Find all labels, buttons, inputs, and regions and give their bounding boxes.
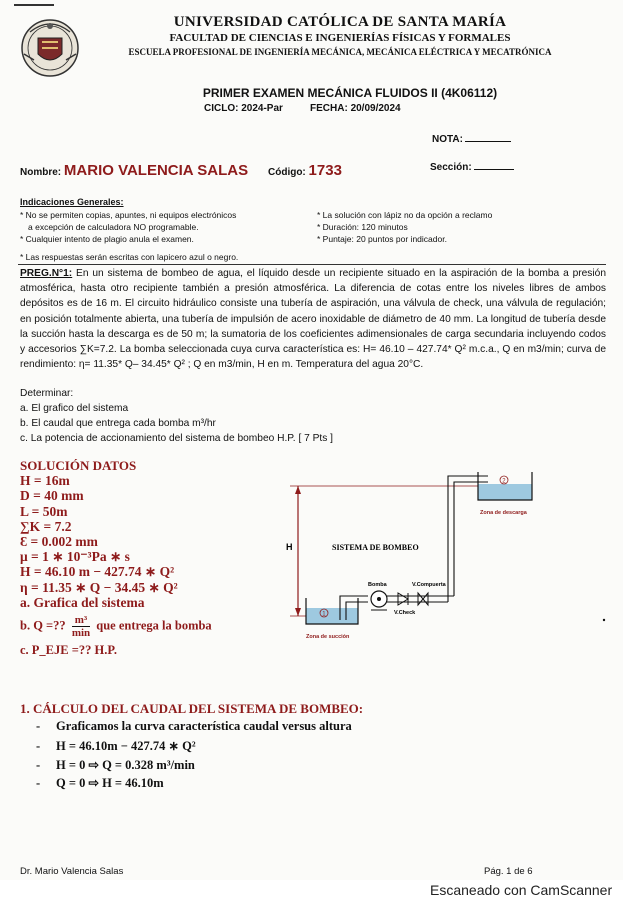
grade-field bbox=[432, 134, 511, 145]
data-line: L = 50m bbox=[20, 503, 68, 519]
system-label: SISTEMA DE BOMBEO bbox=[332, 543, 419, 552]
indications-title: Indicaciones Generales: bbox=[20, 197, 124, 207]
indication-item: * Las respuestas serán escritas con lapicero azul o negro. bbox=[20, 252, 239, 262]
arrow-down-icon bbox=[295, 608, 301, 616]
calculation-line: - Q = 0 ⇨ H = 46.10m bbox=[36, 776, 164, 790]
grade-label: NOTA: bbox=[432, 134, 463, 145]
student-section bbox=[430, 162, 514, 173]
solution-data bbox=[20, 458, 265, 658]
data-line: μ = 1 ∗ 10⁻³Pa ∗ s bbox=[20, 549, 130, 565]
indication-item: a excepción de calculadora NO programable. bbox=[28, 222, 199, 232]
code-value: 1733 bbox=[308, 162, 342, 179]
discharge-pipe-horizontal bbox=[387, 596, 454, 602]
solution-title: SOLUCIÓN DATOS bbox=[20, 458, 137, 473]
arrow-up-icon bbox=[295, 486, 301, 494]
suction-water bbox=[306, 608, 358, 624]
footer-page-number: Pág. 1 de 6 bbox=[484, 866, 533, 877]
calculation-text: Q = 0 ⇨ H = 46.10m bbox=[56, 776, 164, 790]
flow-unit-den: min bbox=[71, 627, 91, 640]
student-code bbox=[268, 162, 342, 179]
determine-label: Determinar: bbox=[20, 388, 74, 399]
student-name bbox=[20, 162, 248, 179]
power-question: c. P_EJE =?? H.P. bbox=[20, 643, 117, 658]
divider bbox=[18, 264, 606, 265]
date-info bbox=[310, 103, 401, 114]
discharge-water bbox=[478, 484, 532, 500]
code-label: Código: bbox=[268, 167, 306, 178]
data-line: H = 16m bbox=[20, 473, 70, 489]
question-body: En un sistema de bombeo de agua, el líquido desde un recipiente situado en la aspiración de la bomba a presión atmosférica, hasta otro recipiente también a presión atmosférica. La diferencia de cotas entre los niveles libres de ambos depósitos es de 16 m. El circuito hidráulico consiste una tubería de aspiración, una válvula de check, una válvula de regulación; en posición totalmente abierta, una tubería de impulsión de acero inoxidable de diámetro de 40 mm. La longitud de tubería desde la succión hasta la descarga es de 50 m; la sumatoria de los coeficientes adimensionales de carga secundaria incluyendo codos y accesorios ∑K=7.2. La bomba seleccionada cuya curva característica es: H= 46.10 – 427.74* Q² m.c.a., Q en m3/min; curva de rendimiento: η= 11.35* Q– 34.45* Q² ; Q en m3/min, H en m. Temperatura del agua 20°C. bbox=[20, 268, 606, 371]
data-line: H = 46.10 m − 427.74 ∗ Q² bbox=[20, 564, 175, 580]
suction-zone-label: Zona de succión bbox=[306, 634, 350, 640]
calculation-text: Graficamos la curva característica caudal versus altura bbox=[56, 719, 352, 733]
flow-unit bbox=[72, 614, 90, 639]
cycle-label: CICLO: bbox=[204, 103, 239, 114]
point-1-label: 1 bbox=[322, 611, 326, 618]
check-valve-icon bbox=[398, 593, 408, 605]
calculation-line: - H = 46.10m − 427.74 ∗ Q² bbox=[36, 739, 196, 753]
name-value: MARIO VALENCIA SALAS bbox=[63, 162, 249, 179]
university-seal-icon bbox=[18, 14, 82, 80]
name-label: Nombre: bbox=[20, 167, 62, 178]
data-line: η = 11.35 ∗ Q − 34.45 ∗ Q² bbox=[20, 579, 178, 595]
gate-valve-label: V.Compuerta bbox=[412, 582, 446, 588]
section-blank bbox=[474, 169, 514, 170]
height-label: H bbox=[286, 542, 293, 552]
scanner-watermark: Escaneado con CamScanner bbox=[430, 882, 613, 898]
data-line: ∑K = 7.2 bbox=[20, 518, 72, 534]
indication-item: * Puntaje: 20 puntos por indicador. bbox=[317, 234, 447, 244]
date-value: 20/09/2024 bbox=[350, 103, 401, 114]
question-label: PREG.N°1: bbox=[20, 268, 73, 279]
indication-item: * Duración: 120 minutos bbox=[317, 222, 408, 232]
cycle-value: 2024-Par bbox=[241, 103, 283, 114]
flow-unit-num: m³ bbox=[72, 614, 90, 627]
indications-right bbox=[317, 209, 607, 245]
discharge-zone-label: Zona de descarga bbox=[480, 510, 527, 516]
university-name: UNIVERSIDAD CATÓLICA DE SANTA MARÍA bbox=[173, 14, 507, 30]
calculation-line: - H = 0 ⇨ Q = 0.328 m³/min bbox=[36, 758, 195, 772]
point-2-label: 2 bbox=[502, 478, 506, 485]
calculation-line: - Graficamos la curva característica caudal versus altura bbox=[36, 719, 352, 733]
footer-author: Dr. Mario Valencia Salas bbox=[20, 866, 124, 877]
question-item: b. El caudal que entrega cada bomba m³/hr bbox=[20, 418, 216, 429]
indication-item: * Cualquier intento de plagio anula el examen. bbox=[20, 234, 194, 244]
question-text bbox=[20, 266, 606, 372]
indication-item: * No se permiten copias, apuntes, ni equipos electrónicos bbox=[20, 210, 237, 220]
data-line: a. Grafica del sistema bbox=[20, 594, 145, 610]
indications-left bbox=[20, 209, 320, 245]
question-item: a. El grafico del sistema bbox=[20, 403, 129, 414]
section-label: Sección: bbox=[430, 162, 472, 173]
flow-prefix: b. Q =?? bbox=[20, 618, 69, 633]
pump-hub bbox=[377, 597, 381, 601]
top-line bbox=[14, 4, 54, 6]
faculty-name: FACULTAD DE CIENCIAS E INGENIERÍAS FÍSICAS Y FORMALES bbox=[169, 32, 511, 44]
calculation-title: 1. CÁLCULO DEL CAUDAL DEL SISTEMA DE BOMBEO: bbox=[20, 701, 364, 716]
school-name: ESCUELA PROFESIONAL DE INGENIERÍA MECÁNICA, MECÁNICA ELÉCTRICA Y MECATRÓNICA bbox=[128, 47, 552, 57]
calculation-text: H = 46.10m − 427.74 ∗ Q² bbox=[56, 739, 196, 753]
pump-label: Bomba bbox=[368, 582, 387, 588]
pumping-system-diagram bbox=[276, 458, 611, 650]
question-item: c. La potencia de accionamiento del sistema de bombeo H.P. [ 7 Pts ] bbox=[20, 433, 333, 444]
data-line: D = 40 mm bbox=[20, 488, 84, 504]
exam-title: PRIMER EXAMEN MECÁNICA FLUIDOS II (4K06112) bbox=[202, 86, 498, 100]
gate-valve-icon bbox=[418, 593, 428, 605]
grade-blank bbox=[465, 141, 511, 142]
dot-mark bbox=[603, 619, 605, 621]
cycle-info bbox=[204, 103, 283, 114]
data-line: Ɛ = 0.002 mm bbox=[20, 534, 98, 550]
indication-item: * La solución con lápiz no da opción a reclamo bbox=[317, 210, 493, 220]
flow-suffix: que entrega la bomba bbox=[93, 618, 212, 633]
date-label: FECHA: bbox=[310, 103, 348, 114]
check-valve-label: V.Check bbox=[394, 610, 416, 616]
calculation-text: H = 0 ⇨ Q = 0.328 m³/min bbox=[56, 758, 195, 772]
flow-question bbox=[20, 614, 265, 639]
